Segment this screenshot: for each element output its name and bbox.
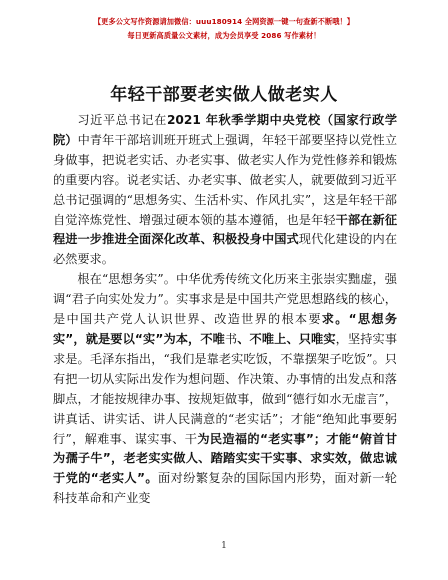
text-run: ，坚持实事求是。毛泽东指出，“我们是靠老实吃饭，不靠摆架子吃饭”。只有把一切从实际出发作为想问题、作决策、办事情的出发点和落脚点，才能按规律办事、按规矩做事，做到“德行如水无虚言”，讲真话、讲实话、讲人民满意的“老实话”；才能“绝知此事要躬行”，解难事、谋实事、干 [53,331,398,446]
bold-text-run: 、不唯上、只唯实 [237,331,336,346]
page-number: 1 [221,541,227,551]
text-run: 书 [224,331,238,346]
text-run: 根在“思想务实”。中华优秀传统文化历来主张崇实黜虚，强调“君子向实处发力”。实事求是是中国共产党思想路线的核心，是中国共产党人认识世界、改造世界的根本要 [53,272,397,327]
bold-text-run: 2021 年秋季学期中央党校（国家行政学院） [53,113,398,147]
bold-text-run: 求。“思想务实”，就是要以“实”为本，不唯 [53,312,398,346]
text-run: 习近平总书记在 [77,113,167,127]
promo-banner-line-1: 【更多公文写作资源请加微信：uuu180914 全网资源一键一句查新不断哦！】 [93,17,355,26]
document-title: 年轻干部要老实做人做老实人 [110,85,338,105]
body-paragraph [53,111,397,270]
bold-text-run: 为民造福的“老实事”；才能“俯首甘为孺子牛”，老老实实做人、踏踏实实干实事、求实效，做忠诚于党的“老实人”。 [53,431,398,486]
promo-banner-line-2: 每日更新高质量公文素材，成为会员享受 2086 写作素材！ [127,31,321,40]
text-run: 面对纷繁复杂的国际国内形势，面对新一轮科技革命和产业变 [53,471,397,506]
body-paragraph [53,270,397,509]
text-run: 中青年干部培训班开班式上强调，年轻干部要坚持以党性立身做事，把说老实话、办老实事、做老实人作为党性修养和锻炼的重要内容。说老实话、办老实事、做老实人，就要做到习近平总书记强调的“思想务实、生活朴实、作风扎实”，这是年轻干部自觉淬炼党性、增强过硬本领的基本遵循，也是年轻 [53,132,398,227]
document-body [53,111,397,509]
text-run: 现代化建设的内在必然要求。 [53,232,398,267]
bold-text-run: 干部在新征程进一步推进全面深化改革、积极投身中国式 [53,212,398,247]
